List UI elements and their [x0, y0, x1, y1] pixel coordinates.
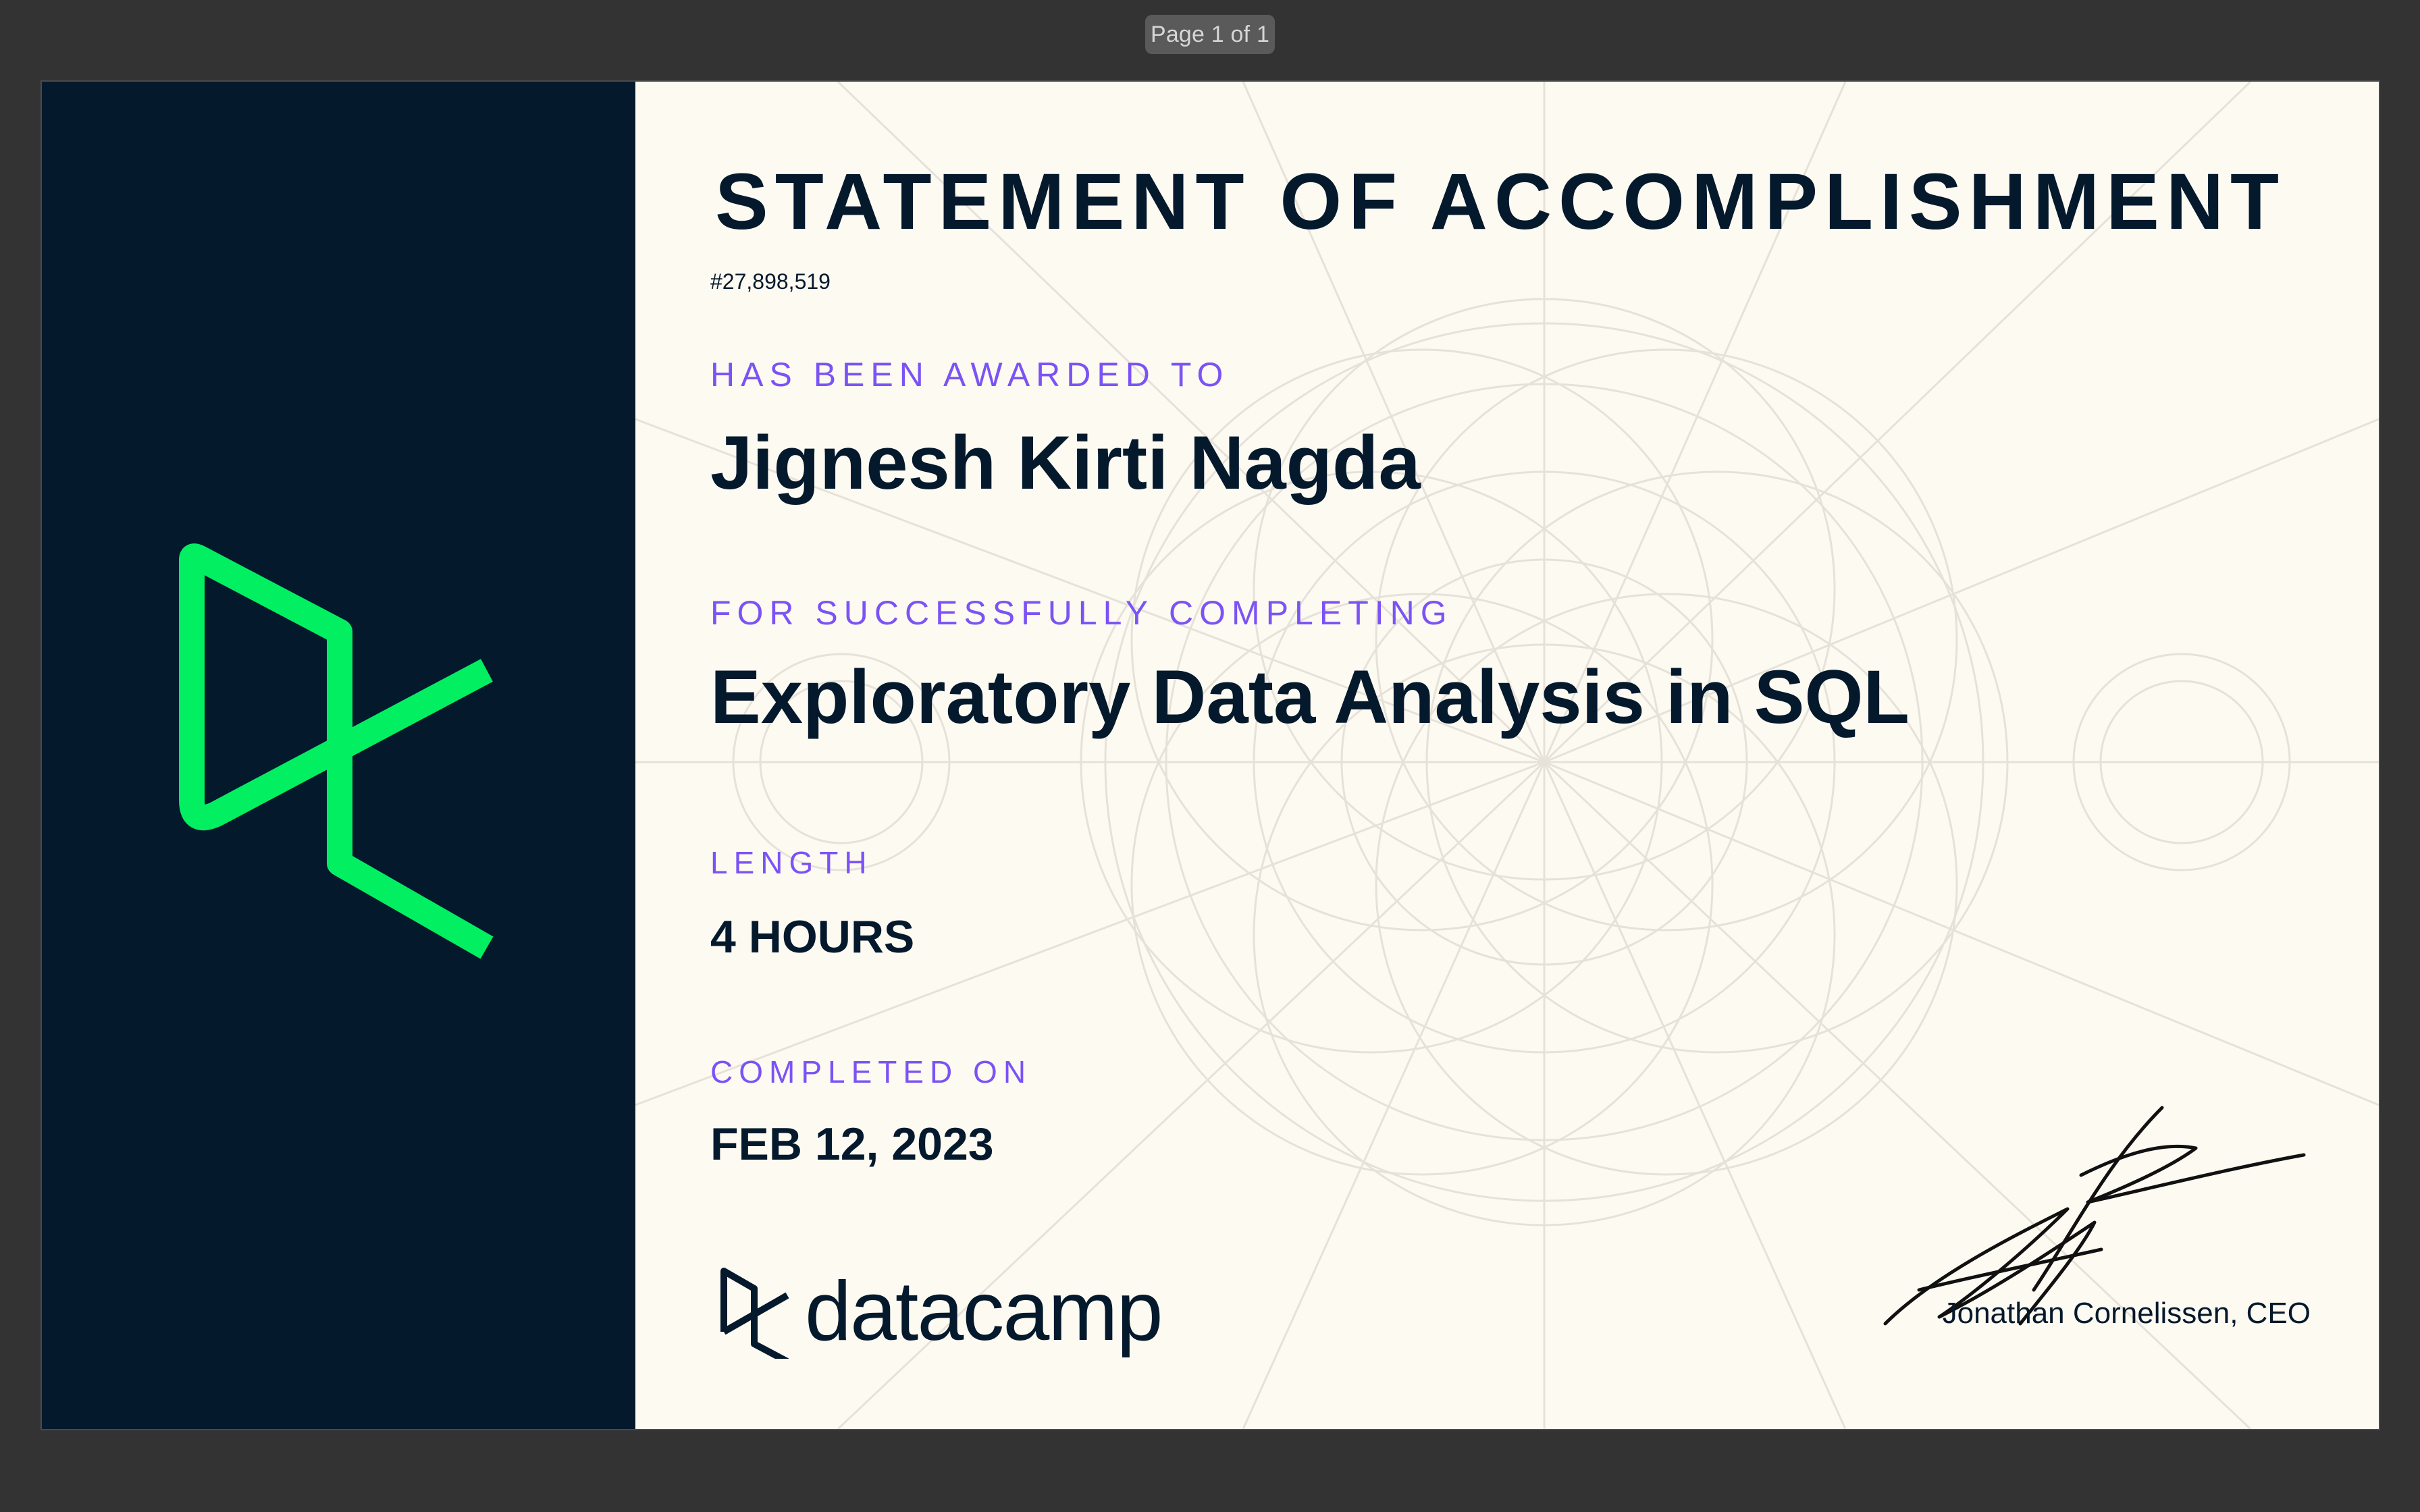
completing-label: FOR SUCCESSFULLY COMPLETING [710, 594, 1453, 632]
certificate-page [42, 82, 2379, 1429]
page-indicator: Page 1 of 1 [1145, 15, 1275, 54]
course-title: Exploratory Data Analysis in SQL [710, 655, 1910, 739]
length-label: LENGTH [710, 845, 873, 880]
course-length: 4 HOURS [710, 911, 915, 963]
awarded-to-label: HAS BEEN AWARDED TO [710, 356, 1230, 394]
datacamp-logo-icon [717, 1264, 791, 1359]
recipient-name: Jignesh Kirti Nagda [710, 421, 1421, 505]
completion-date: FEB 12, 2023 [710, 1118, 994, 1170]
completed-on-label: COMPLETED ON [710, 1054, 1032, 1089]
datacamp-wordmark: datacamp [805, 1265, 1162, 1358]
certificate-title: STATEMENT OF ACCOMPLISHMENT [715, 157, 2286, 246]
signatory-name: Jonathan Cornelissen, CEO [1942, 1297, 2311, 1330]
certificate-number: #27,898,519 [710, 269, 831, 294]
